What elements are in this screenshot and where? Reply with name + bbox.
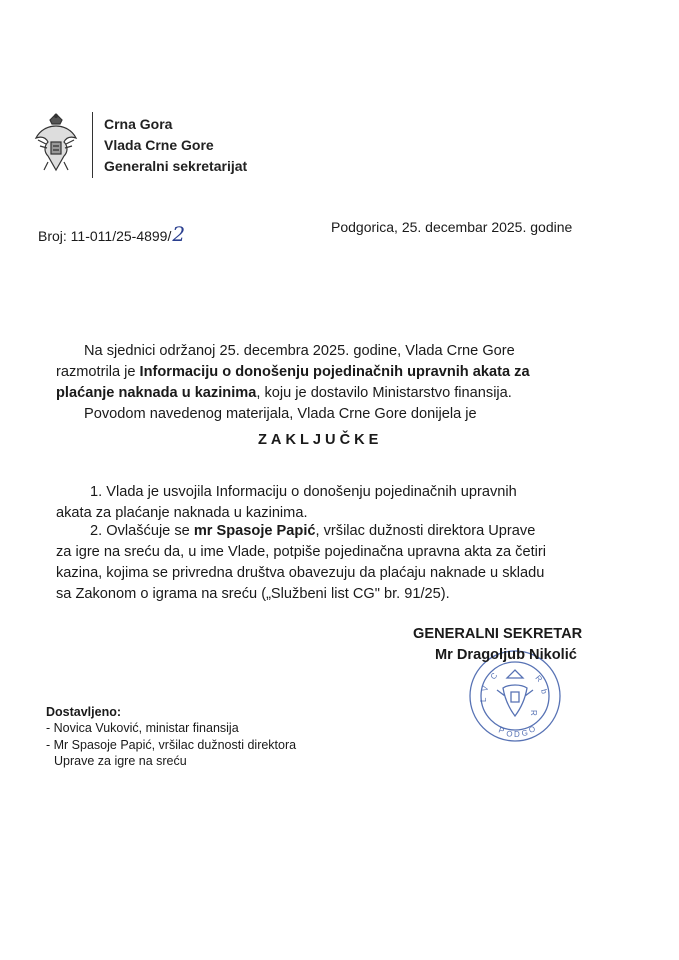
item2-bold: mr Spasoje Papić — [193, 523, 316, 539]
reference-label: Broj: 11-011/25-4899/ — [38, 228, 172, 244]
svg-text:C: C — [488, 671, 500, 682]
intro-line4: Povodom navedenog materijala, Vlada Crne Gore donijela je — [84, 406, 477, 422]
conclusions-heading: ZAKLJUČKE — [258, 432, 383, 448]
reference-handwritten: 2 — [172, 222, 186, 246]
item2-line2: za igre na sreću da, u ime Vlade, potpiše pojedinačna upravna akta za četiri — [56, 544, 546, 560]
place-date: Podgorica, 25. decembar 2025. godine — [331, 219, 573, 235]
intro-paragraph — [56, 341, 603, 425]
coat-of-arms-icon — [34, 112, 78, 174]
conclusion-item-1 — [56, 482, 603, 524]
intro-line3-bold: plaćanje naknada u kazinima — [56, 385, 257, 401]
svg-text:V: V — [480, 685, 491, 693]
distribution-item: - Novica Vuković, ministar finansija — [46, 721, 239, 735]
distribution-list — [46, 720, 296, 770]
svg-text:G: G — [521, 728, 529, 738]
signature-name: Mr Dragoljub Nikolić — [435, 647, 577, 663]
intro-line2-pre: razmotrila je — [56, 364, 140, 380]
intro-line1: Na sjednici održanoj 25. decembra 2025. godine, Vlada Crne Gore — [84, 343, 515, 359]
distribution-item: Uprave za igre na sreću — [54, 754, 187, 768]
header-office: Generalni sekretarijat — [104, 158, 248, 174]
item2-pre: 2. Ovlašćuje se — [90, 523, 194, 539]
distribution-item: - Mr Spasoje Papić, vršilac dužnosti direktora — [46, 737, 297, 752]
item2-line4: sa Zakonom o igrama na sreću („Službeni list CG" br. 91/25). — [56, 586, 450, 602]
signature-title: GENERALNI SEKRETAR — [413, 626, 583, 642]
letterhead — [104, 114, 247, 177]
intro-line2-bold: Informaciju o donošenju pojedinačnih upravnih akata za — [139, 364, 530, 380]
item1-line2: akata za plaćanje naknada u kazinima. — [56, 505, 308, 521]
header-country: Crna Gora — [104, 116, 173, 132]
header-divider — [92, 112, 93, 178]
intro-line3-post: , koju je dostavilo Ministarstvo finansija. — [256, 385, 512, 401]
item2-line3: kazina, kojima se privredna društva obavezuju da plaćaju naknade u skladu — [56, 565, 545, 581]
svg-text:R: R — [529, 710, 538, 716]
svg-text:O: O — [527, 724, 537, 735]
conclusion-item-2 — [56, 521, 603, 605]
svg-text:b: b — [539, 688, 549, 695]
reference-number — [38, 222, 185, 246]
svg-text:D: D — [514, 730, 520, 739]
svg-text:L: L — [479, 697, 488, 702]
svg-text:O: O — [505, 729, 514, 739]
header-government: Vlada Crne Gore — [104, 137, 214, 153]
svg-text:R: R — [533, 673, 545, 684]
svg-text:P: P — [497, 725, 506, 736]
item1-line1: 1. Vlada je usvojila Informaciju o donošenju pojedinačnih upravnih — [90, 484, 517, 500]
item2-post: , vršilac dužnosti direktora Uprave — [315, 523, 536, 539]
distribution-heading: Dostavljeno: — [46, 705, 122, 719]
